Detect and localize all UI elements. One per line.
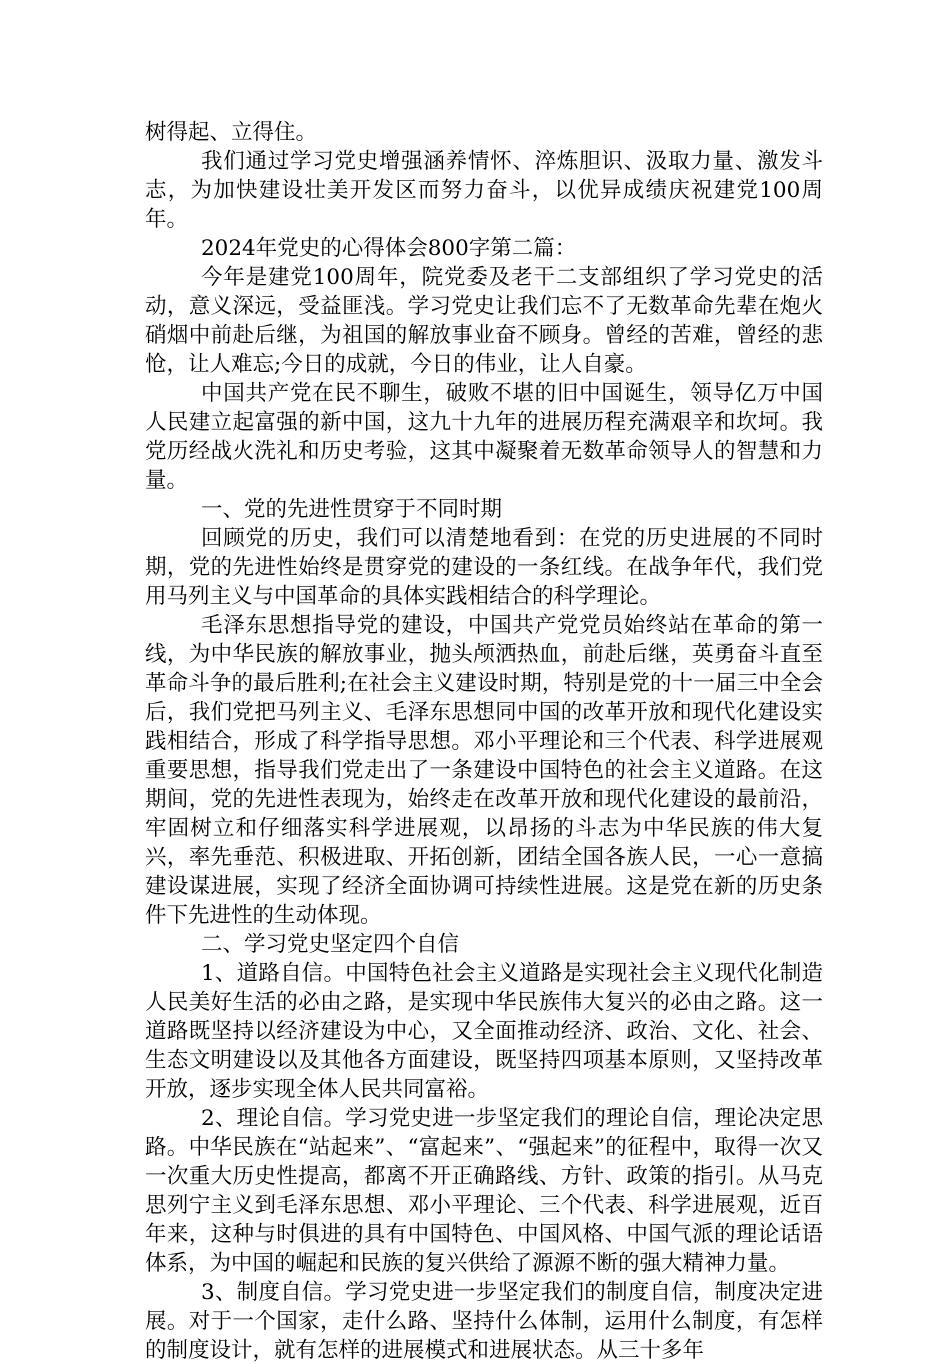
- paragraph-1: 树得起、立得住。: [145, 120, 318, 145]
- paragraph-system-confidence: 3、制度自信。学习党史进一步坚定我们的制度自信，制度决定进展。对于一个国家，走什么路、坚持什么体制，运用什么制度，有怎样的制度设计，就有怎样的进展模式和进展状态。从三十多年: [145, 1280, 823, 1363]
- document-page: [145, 118, 823, 1365]
- paragraph-4: 今年是建党100周年，院党委及老干二支部组织了学习党史的活动，意义深远，受益匪浅。学习党史让我们忘不了无数革命先辈在炮火硝烟中前赴后继，为祖国的解放事业奋不顾身。曾经的苦难，曾经的悲怆，让人难忘;今日的成就，今日的伟业，让人自豪。: [145, 265, 823, 377]
- paragraph-7: 回顾党的历史，我们可以清楚地看到：在党的历史进展的不同时期，党的先进性始终是贯穿党的建设的一条红线。在战争年代，我们党用马列主义与中国革命的具体实践相结合的科学理论。: [145, 526, 823, 609]
- paragraph-theory-confidence: 2、理论自信。学习党史进一步坚定我们的理论自信，理论决定思路。中华民族在“站起来”、“富起来”、“强起来”的征程中，取得一次又一次重大历史性提高，都离不开正确路线、方针、政策的指引。从马克思列宁主义到毛泽东思想、邓小平理论、三个代表、科学进展观，近百年来，这种与时俱进的具有中国特色、中国风格、中国气派的理论话语体系，为中国的崛起和民族的复兴供给了源源不断的强大精神力量。: [145, 1106, 823, 1276]
- heading-two: 二、学习党史坚定四个自信: [201, 932, 460, 957]
- paragraph-2: 我们通过学习党史增强涵养情怀、淬炼胆识、汲取力量、激发斗志，为加快建设壮美开发区而努力奋斗，以优异成绩庆祝建党100周年。: [145, 149, 823, 232]
- paragraph-5: 中国共产党在民不聊生，破败不堪的旧中国诞生，领导亿万中国人民建立起富强的新中国，这九十九年的进展历程充满艰辛和坎坷。我党历经战火洗礼和历史考验，这其中凝聚着无数革命领导人的智慧和力量。: [145, 381, 823, 493]
- paragraph-road-confidence: 1、道路自信。中国特色社会主义道路是实现社会主义现代化制造人民美好生活的必由之路，是实现中华民族伟大复兴的必由之路。这一道路既坚持以经济建设为中心，又全面推动经济、政治、文化、社会、生态文明建设以及其他各方面建设，既坚持四项基本原则，又坚持改革开放，逐步实现全体人民共同富裕。: [145, 961, 823, 1102]
- heading-one: 一、党的先进性贯穿于不同时期: [201, 497, 503, 522]
- paragraph-8: 毛泽东思想指导党的建设，中国共产党党员始终站在革命的第一线，为中华民族的解放事业，抛头颅洒热血，前赴后继，英勇奋斗直至革命斗争的最后胜利;在社会主义建设时期，特别是党的十一届三中全会后，我们党把马列主义、毛泽东思想同中国的改革开放和现代化建设实践相结合，形成了科学指导思想。邓小平理论和三个代表、科学进展观重要思想，指导我们党走出了一条建设中国特色的社会主义道路。在这期间，党的先进性表现为，始终走在改革开放和现代化建设的最前沿，牢固树立和仔细落实科学进展观，以昂扬的斗志为中华民族的伟大复兴，率先垂范、积极进取、开拓创新，团结全国各族人民，一心一意搞建设谋进展，实现了经济全面协调可持续性进展。这是党在新的历史条件下先进性的生动体现。: [145, 613, 823, 928]
- section-title-part-two: 2024年党史的心得体会800字第二篇：: [201, 236, 577, 261]
